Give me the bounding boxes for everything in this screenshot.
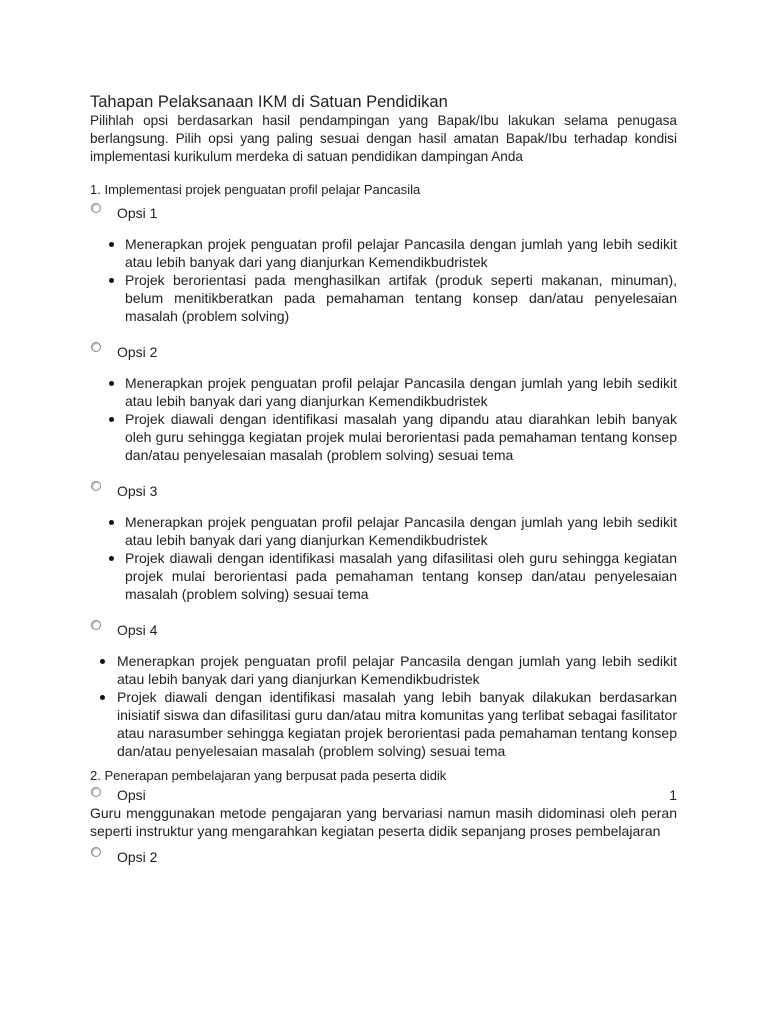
radio-button-icon[interactable] <box>91 203 101 213</box>
list-item: Projek berorientasi pada menghasilkan artifak (produk seperti makanan, minuman), belum menitikberatkan pada pemahaman tentang konsep dan/atau penyelesaian masalah (problem solving) <box>90 271 677 325</box>
option-label: Opsi 4 <box>117 622 158 638</box>
q2-option-2[interactable] <box>90 844 677 868</box>
q2-option-1-description: Guru menggunakan metode pengajaran yang bervariasi namun masih didominasi oleh peran seperti instruktur yang mengarahkan kegiatan peserta didik sepanjang proses pembelajaran <box>90 805 677 839</box>
list-item: Menerapkan projek penguatan profil pelajar Pancasila dengan jumlah yang lebih sedikit atau lebih banyak dari yang dianjurkan Kemendikbudristek <box>90 374 677 410</box>
question-2-label: 2. Penerapan pembelajaran yang berpusat pada peserta didik <box>90 768 447 783</box>
list-item: Menerapkan projek penguatan profil pelajar Pancasila dengan jumlah yang lebih sedikit atau lebih banyak dari yang dianjurkan Kemendikbudristek <box>90 513 677 549</box>
option-label: Opsi 2 <box>117 344 158 360</box>
option-label: Opsi 2 <box>117 849 158 865</box>
q1-option-3-bullets <box>90 513 677 603</box>
list-item: Projek diawali dengan identifikasi masalah yang dipandu atau diarahkan lebih banyak oleh guru sehingga kegiatan projek mulai berorientasi pada pemahaman tentang konsep dan/atau penyelesaian masalah (problem solving) sesuai tema <box>90 410 677 464</box>
document-page <box>90 92 677 868</box>
question-1-label: 1. Implementasi projek penguatan profil pelajar Pancasila <box>90 182 421 197</box>
q1-option-1-bullets <box>90 235 677 325</box>
q2-option-1[interactable] <box>90 784 677 804</box>
page-title: Tahapan Pelaksanaan IKM di Satuan Pendidikan <box>90 93 448 111</box>
q1-option-3[interactable] <box>90 478 677 502</box>
list-item: Projek diawali dengan identifikasi masalah yang lebih banyak dilakukan berdasarkan inisiatif siswa dan difasilitasi guru dan/atau mitra komunitas yang terlibat sebagai fasilitator atau narasumber sehingga kegiatan projek berorientasi pada pemahaman tentang konsep dan/atau penyelesaian masalah (problem solving) sesuai tema <box>90 688 677 760</box>
option-number: 1 <box>669 787 677 803</box>
q1-option-2-bullets <box>90 374 677 464</box>
q1-option-4-bullets <box>90 652 677 760</box>
radio-button-icon[interactable] <box>91 620 101 630</box>
q1-option-4[interactable] <box>90 617 677 641</box>
option-label: Opsi <box>117 787 146 803</box>
list-item: Projek diawali dengan identifikasi masalah yang difasilitasi oleh guru sehingga kegiatan projek mulai berorientasi pada pemahaman tentang konsep dan/atau penyelesaian masalah (problem solving) sesuai tema <box>90 549 677 603</box>
q1-option-1[interactable] <box>90 200 677 224</box>
option-label: Opsi 3 <box>117 483 158 499</box>
list-item: Menerapkan projek penguatan profil pelajar Pancasila dengan jumlah yang lebih sedikit atau lebih banyak dari yang dianjurkan Kemendikbudristek <box>90 235 677 271</box>
intro-paragraph: Pilihlah opsi berdasarkan hasil pendampingan yang Bapak/Ibu lakukan selama penugasa berlangsung. Pilih opsi yang paling sesuai dengan hasil amatan Bapak/Ibu terhadap kondisi implementasi kurikulum merdeka di satuan pendidikan dampingan Anda <box>90 113 677 164</box>
radio-button-icon[interactable] <box>91 342 101 352</box>
radio-button-icon[interactable] <box>91 481 101 491</box>
list-item: Menerapkan projek penguatan profil pelajar Pancasila dengan jumlah yang lebih sedikit atau lebih banyak dari yang dianjurkan Kemendikbudristek <box>90 652 677 688</box>
radio-button-icon[interactable] <box>91 787 101 797</box>
option-label: Opsi 1 <box>117 205 158 221</box>
q1-option-2[interactable] <box>90 339 677 363</box>
radio-button-icon[interactable] <box>91 847 101 857</box>
